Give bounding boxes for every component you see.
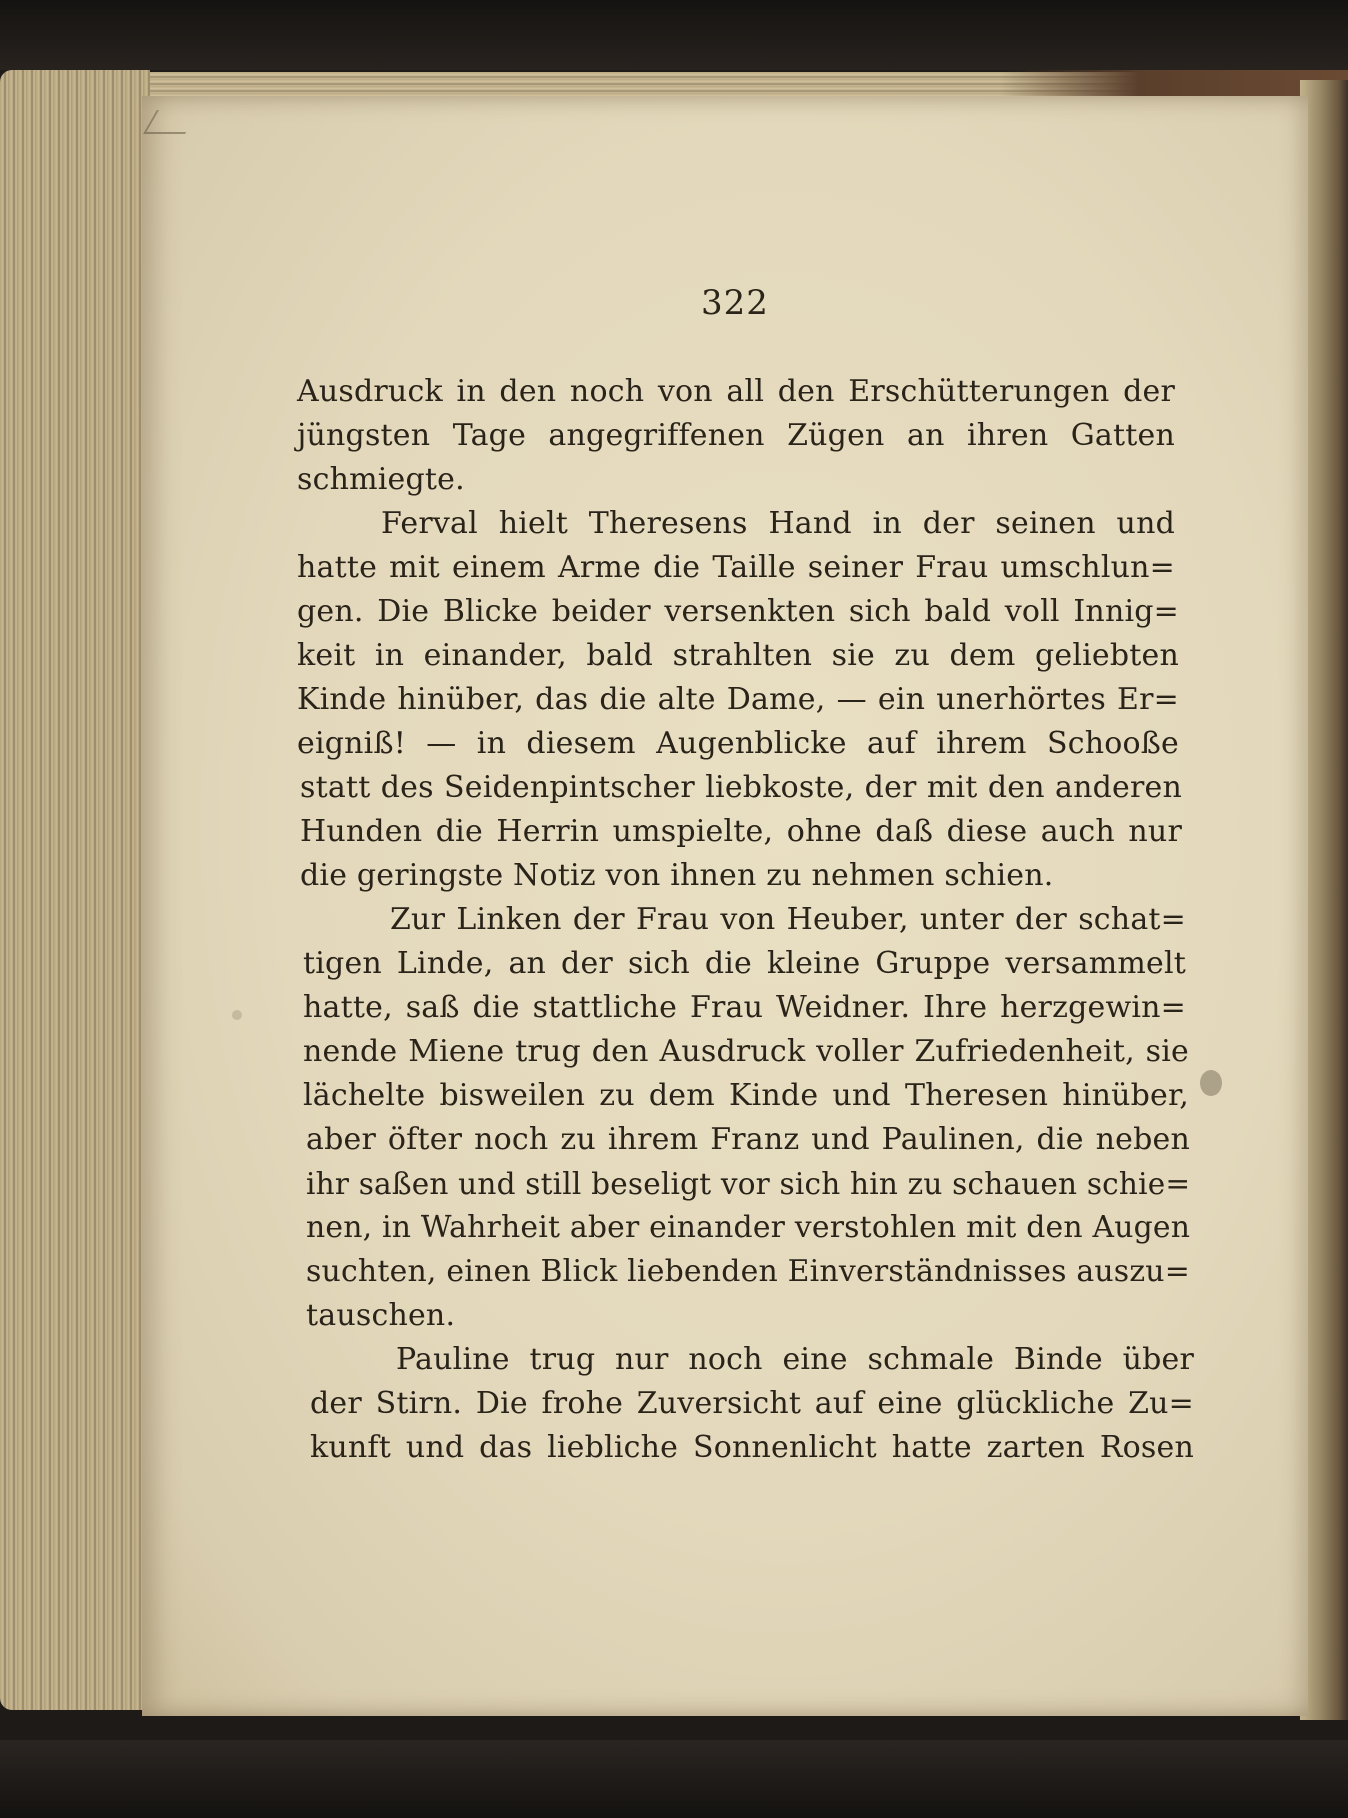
text-line: statt des Seidenpintscher liebkoste, der mit den anderen (300, 770, 1182, 805)
text-line: keit in einander, bald strahlten sie zu dem geliebten (297, 638, 1179, 673)
text-line: gen. Die Blicke beider versenkten sich bald voll Innig= (297, 594, 1179, 629)
text-line: lächelte bisweilen zu dem Kinde und Theresen hinüber, (303, 1078, 1189, 1113)
text-line: aber öfter noch zu ihrem Franz und Paulinen, die neben (306, 1122, 1190, 1157)
text-line: Kinde hinüber, das die alte Dame, — ein unerhörtes Er= (297, 682, 1179, 717)
text-line: suchten, einen Blick liebenden Einverständnisses auszu= (306, 1254, 1190, 1289)
book-cover-bottom (0, 1740, 1348, 1818)
book-cover-top (0, 0, 1348, 70)
text-line: kunft und das liebliche Sonnenlicht hatte zarten Rosen (310, 1430, 1194, 1465)
text-line: Ausdruck in den noch von all den Erschütterungen der (297, 374, 1175, 409)
text-line: Ferval hielt Theresens Hand in der seinen und (381, 506, 1175, 541)
text-line: nen, in Wahrheit aber einander verstohlen mit den Augen (306, 1210, 1191, 1245)
text-line: tigen Linde, an der sich die kleine Gruppe versammelt (303, 946, 1186, 981)
text-line: schmiegte. (297, 462, 465, 497)
text-line: hatte, saß die stattliche Frau Weidner. Ihre herzgewin= (303, 990, 1186, 1025)
text-line: tauschen. (306, 1298, 456, 1333)
ink-smudge (1200, 1070, 1222, 1096)
text-line: Zur Linken der Frau von Heuber, unter der schat= (390, 902, 1186, 937)
text-line: hatte mit einem Arme die Taille seiner Frau umschlun= (297, 550, 1175, 585)
page-number: 322 (701, 283, 769, 323)
text-line: ihr saßen und still beseligt vor sich hin zu schauen schie= (306, 1167, 1191, 1201)
text-line: die geringste Notiz von ihnen zu nehmen schien. (300, 858, 1054, 893)
text-line: Pauline trug nur noch eine schmale Binde über (396, 1342, 1194, 1377)
text-line: Hunden die Herrin umspielte, ohne daß diese auch nur (300, 814, 1182, 849)
text-line: der Stirn. Die frohe Zuversicht auf eine glückliche Zu= (310, 1386, 1194, 1421)
text-line: eigniß! — in diesem Augenblicke auf ihrem Schooße (297, 726, 1179, 761)
text-line: nende Miene trug den Ausdruck voller Zufriedenheit, sie (303, 1034, 1189, 1069)
text-line: jüngsten Tage angegriffenen Zügen an ihren Gatten (297, 418, 1175, 453)
ink-smudge (232, 1010, 242, 1020)
